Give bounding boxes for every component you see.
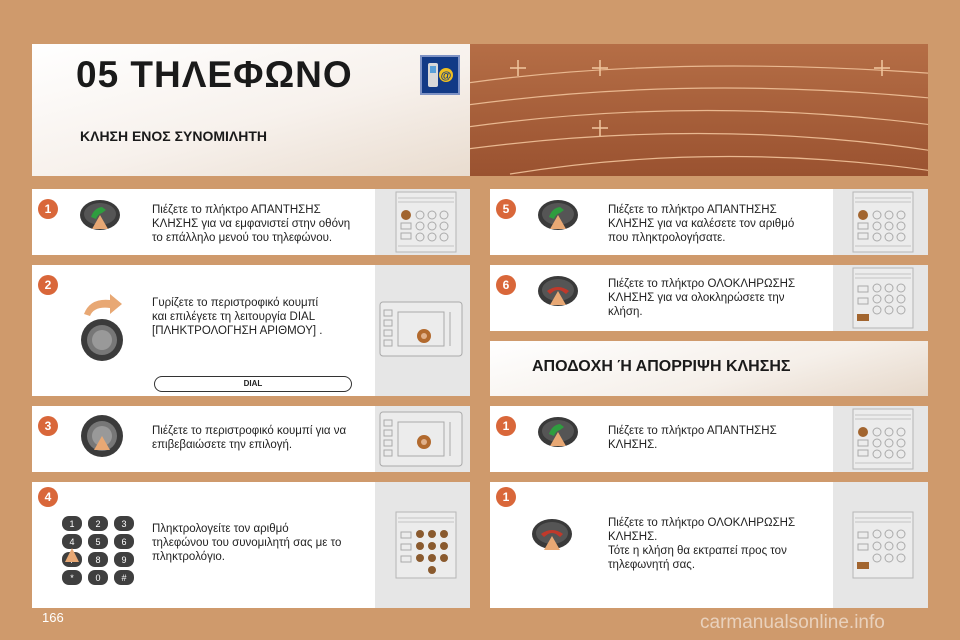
- step-text: Γυρίζετε το περιστροφικό κουμπί και επιλέγετε τη λειτουργία DIAL [ΠΛΗΚΤΡΟΛΟΓΗΣΗ ΑΡΙΘΜΟΥ] .: [152, 297, 323, 337]
- step-number-badge: 2: [38, 275, 58, 295]
- control-panel-icon: [378, 410, 464, 468]
- page-number: 166: [42, 610, 64, 625]
- rotate-arrow-icon: [76, 292, 132, 370]
- answer-call-button-icon: [72, 193, 128, 249]
- step-text: Πληκτρολογείτε τον αριθμό τηλεφώνου του συνομιλητή σας με το πληκτρολόγιο.: [152, 523, 342, 563]
- keypad-key-label: 3: [121, 519, 127, 529]
- keypad-key-label: 0: [95, 573, 101, 583]
- keypad-key-label: 2: [95, 519, 101, 529]
- keypad-icon: [58, 512, 138, 592]
- control-panel-icon: [851, 510, 915, 580]
- section-title-call: ΚΛΗΣΗ ΕΝΟΣ ΣΥΝΟΜΙΛΗΤΗ: [80, 128, 267, 144]
- end-call-button-icon: [530, 269, 586, 325]
- keypad-key-label: 9: [121, 555, 127, 565]
- step-number-badge: 1: [496, 487, 516, 507]
- control-panel-icon: [378, 300, 464, 358]
- step-number-badge: 1: [38, 199, 58, 219]
- step-number-badge: 3: [38, 416, 58, 436]
- step-text: Πιέζετε το πλήκτρο ΑΠΑΝΤΗΣΗΣ ΚΛΗΣΗΣ για να καλέσετε τον αριθμό που πληκτρολογήσατε.: [608, 204, 795, 244]
- control-panel-icon: [851, 266, 915, 330]
- dial-menu-label: DIAL: [154, 376, 352, 392]
- header-decoration: [470, 44, 928, 176]
- step-number-badge: 1: [496, 416, 516, 436]
- section-title-answer: ΑΠΟΔΟΧΗ Ή ΑΠΟΡΡΙΨΗ ΚΛΗΣΗΣ: [532, 358, 791, 375]
- keypad-key-label: 8: [95, 555, 101, 565]
- answer-call-button-icon: [530, 410, 586, 466]
- rotary-knob-icon: [76, 410, 132, 468]
- watermark: carmanualsonline.info: [700, 612, 885, 633]
- control-panel-icon: [851, 190, 915, 254]
- answer-call-button-icon: [530, 193, 586, 249]
- keypad-key-label: 5: [95, 537, 101, 547]
- end-call-button-icon: [524, 512, 580, 572]
- keypad-key-label: *: [70, 573, 74, 583]
- step-number-badge: 6: [496, 275, 516, 295]
- keypad-key-label: 6: [121, 537, 127, 547]
- step-number-badge: 5: [496, 199, 516, 219]
- control-panel-icon: [394, 510, 458, 580]
- keypad-key-label: #: [121, 573, 127, 583]
- step-number-badge: 4: [38, 487, 58, 507]
- step-text: Πιέζετε το πλήκτρο ΟΛΟΚΛΗΡΩΣΗΣ ΚΛΗΣΗΣ για να ολοκληρώσετε την κλήση.: [608, 278, 796, 318]
- step-text: Πιέζετε το περιστροφικό κουμπί για να επιβεβαιώσετε την επιλογή.: [152, 425, 347, 451]
- control-panel-icon: [851, 407, 915, 471]
- svg-text:@: @: [440, 70, 452, 82]
- phone-email-logo-icon: [420, 55, 460, 95]
- step-text: Πιέζετε το πλήκτρο ΟΛΟΚΛΗΡΩΣΗΣ ΚΛΗΣΗΣ. Τότε η κλήση θα εκτραπεί προς τον τηλεφωνητή σας.: [608, 517, 796, 571]
- step-text: Πιέζετε το πλήκτρο ΑΠΑΝΤΗΣΗΣ ΚΛΗΣΗΣ για να εμφανιστεί στην οθόνη το επάλληλο μενού του τηλεφώνου.: [152, 204, 351, 244]
- page-title: 05 ΤΗΛΕΦΩΝΟ: [76, 54, 353, 95]
- control-panel-icon: [394, 190, 458, 254]
- step-text: Πιέζετε το πλήκτρο ΑΠΑΝΤΗΣΗΣ ΚΛΗΣΗΣ.: [608, 425, 777, 451]
- keypad-key-label: 4: [69, 537, 75, 547]
- keypad-key-label: 1: [69, 519, 75, 529]
